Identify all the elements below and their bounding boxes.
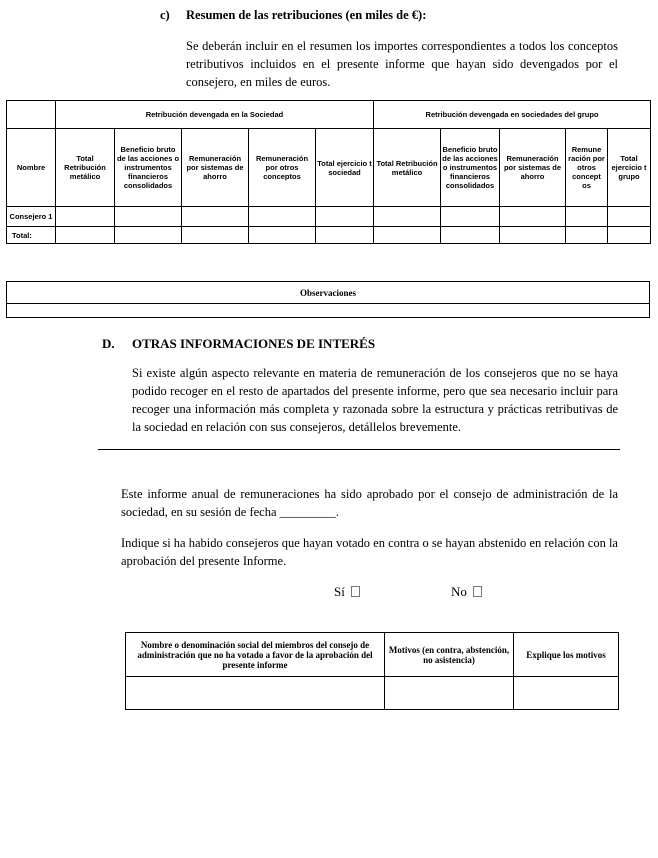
table-cell[interactable] bbox=[115, 227, 182, 244]
vote-table bbox=[125, 632, 619, 710]
observaciones-table bbox=[6, 281, 650, 318]
table-cell[interactable] bbox=[500, 227, 566, 244]
observaciones-field[interactable] bbox=[7, 304, 650, 318]
table-cell[interactable] bbox=[514, 677, 619, 710]
column-header: Total Retribución metálico bbox=[374, 129, 441, 207]
column-header: Total Retribución metálico bbox=[56, 129, 115, 207]
divider-line bbox=[98, 449, 620, 450]
table-cell[interactable] bbox=[115, 207, 182, 227]
column-header: Beneficio bruto de las acciones o instrumentos financieros consolidados bbox=[115, 129, 182, 207]
header-empty-cell bbox=[7, 101, 56, 129]
column-header: Remuneración por sistemas de ahorro bbox=[182, 129, 249, 207]
table-cell[interactable] bbox=[56, 227, 115, 244]
vote-column-header-explique: Explique los motivos bbox=[514, 633, 619, 677]
column-header: Total ejercicio t grupo bbox=[608, 129, 651, 207]
table-cell[interactable] bbox=[316, 227, 374, 244]
column-header: Remune ración por otros concept os bbox=[566, 129, 608, 207]
vote-column-header-motivos: Motivos (en contra, abstención, no asistencia) bbox=[385, 633, 514, 677]
section-d-title: OTRAS INFORMACIONES DE INTERÉS bbox=[132, 336, 376, 351]
group-header-sociedad: Retribución devengada en la Sociedad bbox=[56, 101, 374, 129]
no-checkbox[interactable] bbox=[473, 586, 482, 597]
table-row bbox=[7, 227, 651, 244]
table-row bbox=[7, 207, 651, 227]
vote-question: Indique si ha habido consejeros que hayan votado en contra o se hayan abstenido en relación con la aprobación del presente Informe. bbox=[121, 536, 618, 568]
table-cell[interactable] bbox=[441, 207, 500, 227]
section-d-label: D. bbox=[102, 336, 115, 351]
table-cell[interactable] bbox=[500, 207, 566, 227]
column-header-nombre: Nombre bbox=[7, 129, 56, 207]
yes-option[interactable] bbox=[334, 584, 360, 600]
vote-column-header-nombre: Nombre o denominación social del miembros del consejo de administración que no ha votado a favor de la aprobación del presente informe bbox=[126, 633, 385, 677]
table-cell[interactable] bbox=[608, 227, 651, 244]
table-cell[interactable] bbox=[182, 227, 249, 244]
observaciones-header: Observaciones bbox=[7, 282, 650, 304]
section-d-heading bbox=[102, 336, 375, 352]
table-cell[interactable] bbox=[385, 677, 514, 710]
section-c-title: Resumen de las retribuciones (en miles de €): bbox=[186, 8, 427, 22]
table-cell[interactable] bbox=[566, 227, 608, 244]
table-cell[interactable] bbox=[441, 227, 500, 244]
table-cell[interactable] bbox=[374, 207, 441, 227]
table-cell[interactable] bbox=[316, 207, 374, 227]
approval-text: Este informe anual de remuneraciones ha sido aprobado por el consejo de administración de la sociedad, en su sesión de fecha _________. bbox=[121, 487, 618, 519]
row-label: Consejero 1 bbox=[7, 207, 56, 227]
table-cell[interactable] bbox=[566, 207, 608, 227]
group-header-grupo: Retribución devengada en sociedades del grupo bbox=[374, 101, 651, 129]
section-c-paragraph: Se deberán incluir en el resumen los importes correspondientes a todos los conceptos retributivos incluidos en el presente informe que hayan sido devengados por el consejero, en miles de euros. bbox=[186, 39, 618, 89]
yes-label: Sí bbox=[334, 584, 345, 599]
column-header: Remuneración por sistemas de ahorro bbox=[500, 129, 566, 207]
table-cell[interactable] bbox=[249, 227, 316, 244]
column-header: Total ejercicio t sociedad bbox=[316, 129, 374, 207]
no-option[interactable] bbox=[451, 584, 482, 600]
section-c-heading bbox=[160, 8, 426, 23]
no-label: No bbox=[451, 584, 467, 599]
table-cell[interactable] bbox=[56, 207, 115, 227]
retribution-summary-table bbox=[6, 100, 651, 244]
row-label: Total: bbox=[7, 227, 56, 244]
table-cell[interactable] bbox=[182, 207, 249, 227]
section-d-paragraph: Si existe algún aspecto relevante en materia de remuneración de los consejeros que no se haya podido recoger en el resto de apartados del presente informe, pero que sea necesario incluir para recoger una información más completa y razonada sobre la estructura y prácticas retributivas de la sociedad en relación con sus consejeros, detállelos brevemente. bbox=[132, 366, 618, 434]
table-cell[interactable] bbox=[608, 207, 651, 227]
table-row bbox=[126, 677, 619, 710]
table-cell[interactable] bbox=[249, 207, 316, 227]
table-cell[interactable] bbox=[374, 227, 441, 244]
column-header: Remuneración por otros conceptos bbox=[249, 129, 316, 207]
section-c-label: c) bbox=[160, 8, 170, 22]
yes-checkbox[interactable] bbox=[351, 586, 360, 597]
table-cell[interactable] bbox=[126, 677, 385, 710]
column-header: Beneficio bruto de las acciones o instrumentos financieros consolidados bbox=[441, 129, 500, 207]
